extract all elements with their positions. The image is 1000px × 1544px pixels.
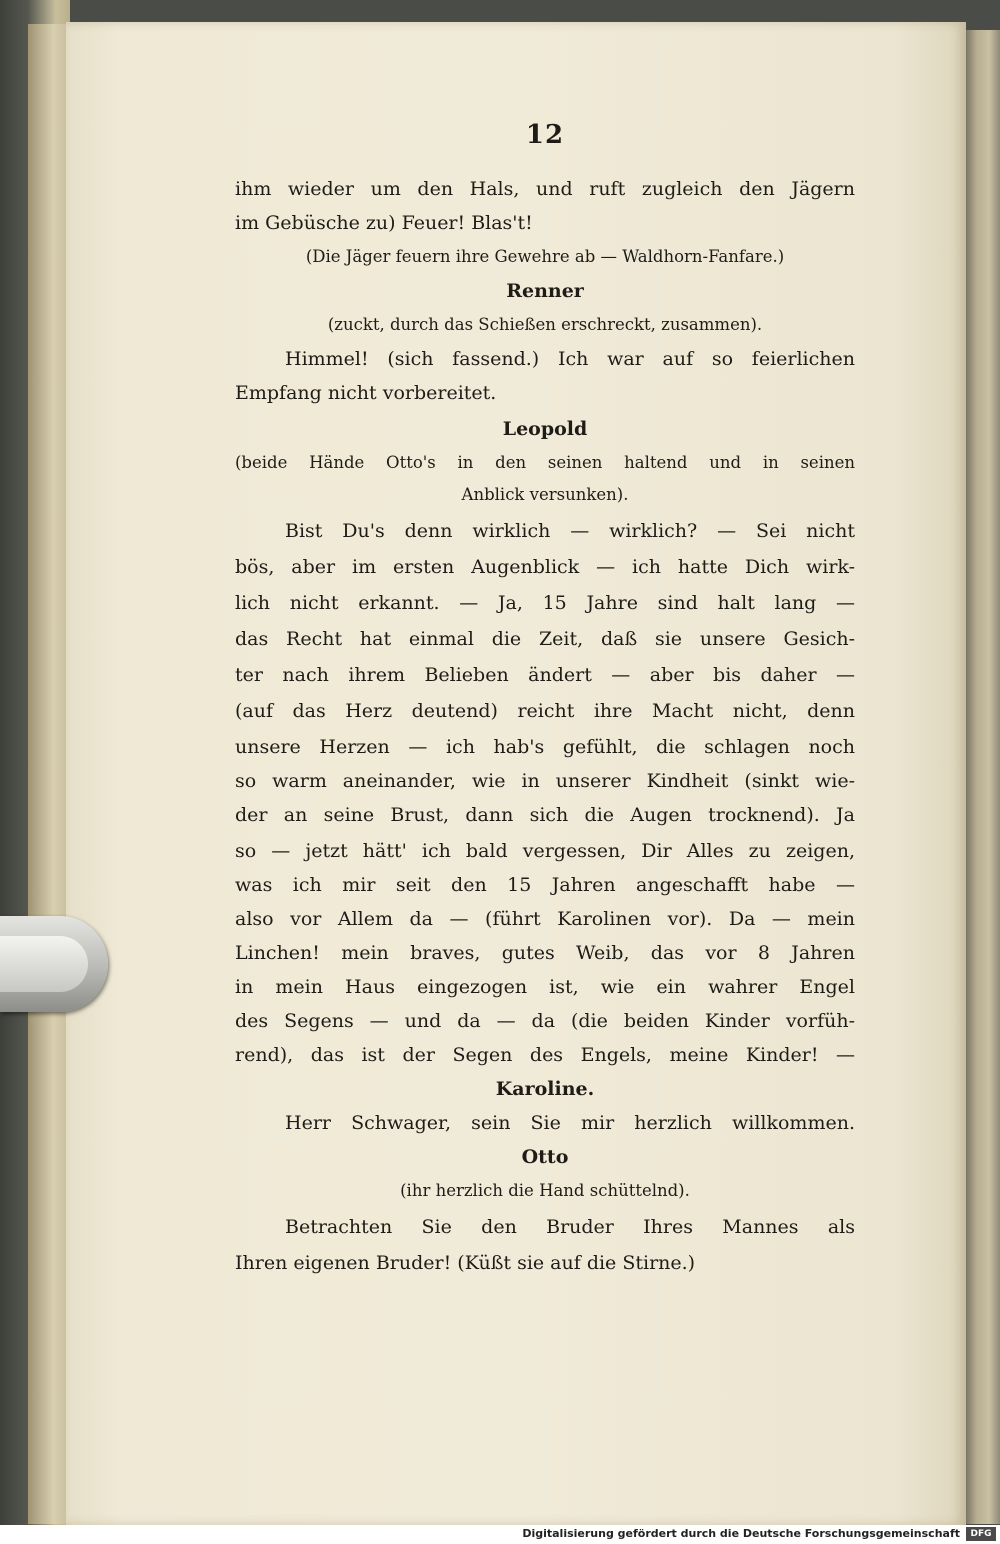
- text-line: Ihren eigenen Bruder! (Küßt sie auf die Stirne.): [235, 1252, 696, 1274]
- text-line: (auf das Herz deutend) reicht ihre Macht nicht, denn: [235, 700, 855, 722]
- text-line: so — jetzt hätt' ich bald vergessen, Dir Alles zu zeigen,: [235, 840, 855, 862]
- speaker-name: Karoline.: [495, 1078, 595, 1100]
- text-line: das Recht hat einmal die Zeit, daß sie unsere Gesich-: [235, 628, 855, 650]
- text-line: Himmel! (sich fassend.) Ich war auf so feierlichen: [285, 348, 855, 370]
- text-line: unsere Herzen — ich hab's gefühlt, die schlagen noch: [235, 736, 855, 758]
- text-line: des Segens — und da — da (die beiden Kinder vorfüh-: [235, 1010, 855, 1032]
- text-line: ter nach ihrem Belieben ändert — aber bis daher —: [235, 664, 855, 686]
- page-number: 12: [525, 120, 565, 150]
- speaker-name: Leopold: [502, 418, 588, 440]
- stage-direction: (Die Jäger feuern ihre Gewehre ab — Waldhorn-Fanfare.): [305, 247, 785, 266]
- text-line: Linchen! mein braves, gutes Weib, das vor 8 Jahren: [235, 942, 855, 964]
- footer-bar: [0, 1525, 1000, 1544]
- page-clip: [0, 916, 108, 1012]
- text-line: was ich mir seit den 15 Jahren angeschafft habe —: [235, 874, 855, 896]
- stage-direction: Anblick versunken).: [461, 485, 629, 504]
- stage-direction: (ihr herzlich die Hand schüttelnd).: [400, 1181, 690, 1200]
- speaker-name: Renner: [506, 280, 584, 302]
- text-line: in mein Haus eingezogen ist, wie ein wahrer Engel: [235, 976, 855, 998]
- text-line: im Gebüsche zu) Feuer! Blas't!: [235, 212, 533, 234]
- text-line: so warm aneinander, wie in unserer Kindheit (sinkt wie-: [235, 770, 855, 792]
- text-line: ihm wieder um den Hals, und ruft zugleich den Jägern: [235, 178, 855, 200]
- text-line: Bist Du's denn wirklich — wirklich? — Sei nicht: [285, 520, 855, 542]
- text-line: rend), das ist der Segen des Engels, meine Kinder! —: [235, 1044, 855, 1066]
- text-line: Empfang nicht vorbereitet.: [235, 382, 497, 404]
- stage-direction: (beide Hände Otto's in den seinen haltend und in seinen: [235, 453, 855, 472]
- text-line: lich nicht erkannt. — Ja, 15 Jahre sind halt lang —: [235, 592, 855, 614]
- stage-direction: (zuckt, durch das Schießen erschreckt, zusammen).: [327, 315, 763, 334]
- page-clip-highlight: [0, 936, 88, 992]
- text-line: der an seine Brust, dann sich die Augen trocknend). Ja: [235, 804, 855, 826]
- footer-credit: Digitalisierung gefördert durch die Deutsche Forschungsgemeinschaft: [522, 1527, 960, 1540]
- text-line: also vor Allem da — (führt Karolinen vor). Da — mein: [235, 908, 855, 930]
- speaker-name: Otto: [521, 1146, 569, 1168]
- text-line: Herr Schwager, sein Sie mir herzlich willkommen.: [285, 1112, 855, 1134]
- text-line: Betrachten Sie den Bruder Ihres Mannes als: [285, 1216, 855, 1238]
- scan-background-right: [964, 30, 1000, 1524]
- text-line: bös, aber im ersten Augenblick — ich hatte Dich wirk-: [235, 556, 855, 578]
- dfg-logo: DFG: [966, 1527, 996, 1541]
